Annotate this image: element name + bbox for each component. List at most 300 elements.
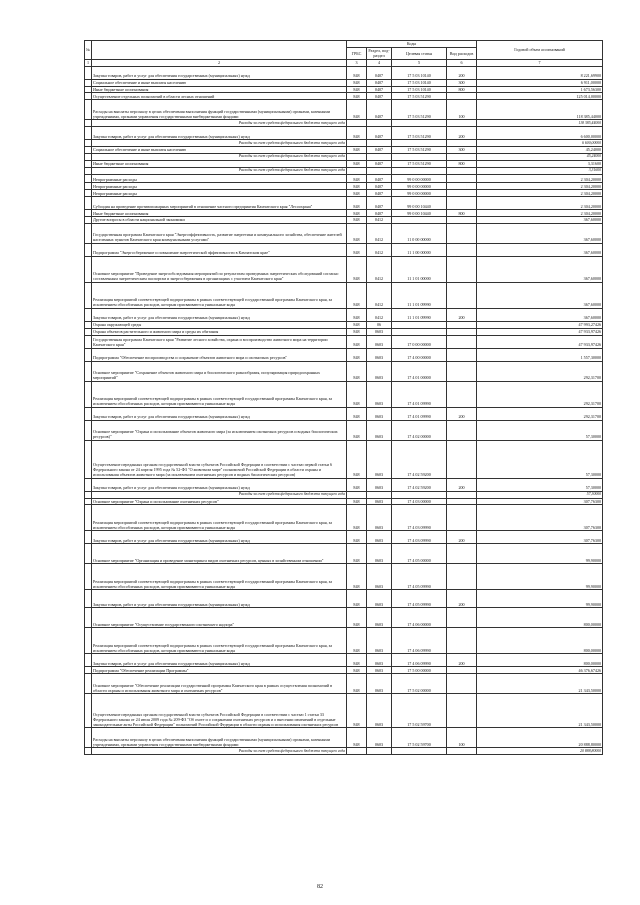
- cell-amount: 20 888,80000: [477, 728, 603, 748]
- cell-amount: 20 888,80000: [477, 748, 603, 755]
- cell-type: [447, 335, 477, 348]
- cell-amount: 367,60000: [477, 256, 603, 282]
- cell-type: 200: [447, 478, 477, 491]
- cell-grbs: [347, 153, 367, 160]
- table-row: [85, 748, 603, 755]
- cell-index: [85, 66, 92, 79]
- cell-section: 0407: [367, 66, 392, 79]
- header-type: Вид расходов: [447, 47, 477, 59]
- cell-section: 0412: [367, 308, 392, 321]
- cell-amount: 57,30000: [477, 478, 603, 491]
- cell-index: [85, 674, 92, 694]
- cell-type: [447, 420, 477, 440]
- cell-amount: 21 343,50000: [477, 674, 603, 694]
- cell-type: [447, 153, 477, 160]
- cell-section: [367, 120, 392, 127]
- cell-name: Осуществление отдельных полномочий в области лесных отношений: [92, 93, 347, 100]
- cell-section: 0407: [367, 190, 392, 197]
- cell-amount: 99,90000: [477, 564, 603, 590]
- cell-grbs: 848: [347, 420, 367, 440]
- cell-target: 99 0 00 00000: [392, 190, 447, 197]
- cell-target: 99 0 00 10440: [392, 210, 447, 217]
- cell-grbs: 848: [347, 654, 367, 667]
- cell-name: Непрограммные расходы: [92, 190, 347, 197]
- cell-target: 11 1 01 09990: [392, 282, 447, 308]
- cell-amount: 3,31600: [477, 160, 603, 167]
- table-row: [85, 505, 603, 531]
- cell-name: Государственная программа Камчатского края "Энергоэффективность, развитие энергетики и коммунального хозяйства, обеспечение жителей населенных пунктов Камчатского края коммунальными услугами": [92, 223, 347, 243]
- cell-section: 0603: [367, 348, 392, 361]
- cell-name: Расходы на выплаты персоналу в целях обеспечения выполнения функций государственными (муниципальными) органами, казенными учреждениями, органами управления государственными внебюджетными фондами: [92, 100, 347, 120]
- cell-type: 200: [447, 654, 477, 667]
- cell-name: Непрограммные расходы: [92, 183, 347, 190]
- cell-target: 11 0 00 00000: [392, 223, 447, 243]
- cell-index: [85, 147, 92, 154]
- cell-type: [447, 190, 477, 197]
- cell-type: 200: [447, 127, 477, 140]
- cell-section: 0412: [367, 217, 392, 224]
- cell-name: Реализация мероприятий соответствующей подпрограммы в рамках соответствующей государственной программы Камчатского края, за исключением обособленных расходов, которым присваиваются уникальные коды: [92, 282, 347, 308]
- cell-type: [447, 140, 477, 147]
- cell-target: 17 4 01 09990: [392, 381, 447, 407]
- cell-target: 17 4 03 00000: [392, 498, 447, 505]
- table-row: [85, 210, 603, 217]
- cell-name: Осуществление переданных органам государственной власти субъектов Российской Федерации в соответствии с частью 1 статьи 33 Федерального закона от 24 июля 2009 года № 209-ФЗ "Об охоте и о сохранении охотничьих ресурсов и о внесении изменений в отдельные законодательные акты Российской Федерации" полномочий Российской Федерации в области охраны и использования охотничьих ресурсов: [92, 694, 347, 728]
- cell-grbs: 848: [347, 478, 367, 491]
- cell-amount: 2 304,20000: [477, 210, 603, 217]
- cell-grbs: [347, 491, 367, 498]
- cell-amount: 6 911,00000: [477, 79, 603, 86]
- table-row: [85, 728, 603, 748]
- cell-amount: 8 221,69900: [477, 66, 603, 79]
- cell-name: Подпрограмма "Энергосбережение и повышение энергетической эффективности в Камчатском крае": [92, 243, 347, 256]
- cell-target: 17 5 00 00000: [392, 667, 447, 674]
- cell-index: [85, 420, 92, 440]
- cell-name: Расходы за счет средств федерального бюджета текущего года: [92, 120, 347, 127]
- cell-type: 800: [447, 210, 477, 217]
- cell-index: [85, 223, 92, 243]
- cell-index: [85, 654, 92, 667]
- cell-name: Закупка товаров, работ и услуг для обеспечения государственных (муниципальных) нужд: [92, 308, 347, 321]
- cell-grbs: 848: [347, 608, 367, 628]
- cell-type: 300: [447, 79, 477, 86]
- cell-section: 0407: [367, 86, 392, 93]
- cell-grbs: [347, 167, 367, 174]
- cell-target: 17 4 02 59200: [392, 478, 447, 491]
- cell-index: [85, 321, 92, 328]
- table-row: [85, 667, 603, 674]
- header-index: 1: [85, 59, 92, 66]
- cell-type: [447, 667, 477, 674]
- cell-amount: 118 385,44000: [477, 120, 603, 127]
- cell-name: Закупка товаров, работ и услуг для обеспечения государственных (муниципальных) нужд: [92, 66, 347, 79]
- cell-target: 17 5 02 00000: [392, 674, 447, 694]
- cell-type: [447, 174, 477, 183]
- table-row: [85, 79, 603, 86]
- cell-section: [367, 491, 392, 498]
- cell-type: [447, 256, 477, 282]
- cell-name: Осуществление переданных органам государственной власти субъектов Российской Федерации в соответствии с частью первой статьи 6 Федерального закона от 24 апреля 1995 года № 52-ФЗ "О животном мире" полномочий Российской Федерации в области охраны и использования объектов животного мира (за исключением охотничьих ресурсов и водных биологических ресурсов): [92, 440, 347, 478]
- cell-section: 0603: [367, 440, 392, 478]
- cell-type: [447, 361, 477, 381]
- cell-section: [367, 748, 392, 755]
- table-row: [85, 564, 603, 590]
- cell-type: [447, 120, 477, 127]
- header-index: 5: [392, 59, 447, 66]
- cell-amount: 57,30000: [477, 440, 603, 478]
- table-row: [85, 66, 603, 79]
- cell-type: [447, 197, 477, 210]
- cell-name: Реализация мероприятий соответствующей подпрограммы в рамках соответствующей государственной программы Камчатского края, за исключением обособленных расходов, которым присваиваются уникальные коды: [92, 564, 347, 590]
- cell-target: 17 5 03 51290: [392, 147, 447, 154]
- cell-amount: 1 557,30000: [477, 348, 603, 361]
- cell-name: Основное мероприятие "Охрана и использование объектов животного мира (за исключением охотничьих ресурсов и водных биологических ресурсов)": [92, 420, 347, 440]
- cell-target: 17 5 03 10140: [392, 86, 447, 93]
- cell-section: 0603: [367, 478, 392, 491]
- cell-grbs: 848: [347, 86, 367, 93]
- cell-index: [85, 282, 92, 308]
- cell-index: [85, 498, 92, 505]
- cell-type: [447, 491, 477, 498]
- table-row: [85, 544, 603, 564]
- cell-index: [85, 478, 92, 491]
- cell-target: 17 4 06 09990: [392, 628, 447, 654]
- cell-type: [447, 608, 477, 628]
- cell-target: [392, 167, 447, 174]
- cell-index: [85, 407, 92, 420]
- cell-amount: 6 600,00000: [477, 140, 603, 147]
- cell-grbs: 848: [347, 590, 367, 608]
- table-row: [85, 654, 603, 667]
- table-body: [85, 66, 603, 754]
- cell-name: Расходы на выплаты персоналу в целях обеспечения выполнения функций государственными (муниципальными) органами, казенными учреждениями, органами управления государственными внебюджетными фондами: [92, 728, 347, 748]
- cell-type: 200: [447, 531, 477, 544]
- cell-grbs: 848: [347, 223, 367, 243]
- cell-index: [85, 491, 92, 498]
- table-row: [85, 100, 603, 120]
- cell-type: 800: [447, 160, 477, 167]
- cell-grbs: 848: [347, 100, 367, 120]
- cell-name: Иные бюджетные ассигнования: [92, 160, 347, 167]
- cell-section: 0603: [367, 531, 392, 544]
- cell-target: [392, 140, 447, 147]
- table-row: [85, 348, 603, 361]
- cell-amount: 800,00000: [477, 654, 603, 667]
- cell-amount: 367,60000: [477, 217, 603, 224]
- cell-index: [85, 308, 92, 321]
- table-row: [85, 491, 603, 498]
- cell-section: 0407: [367, 183, 392, 190]
- cell-target: 17 5 03 51290: [392, 160, 447, 167]
- cell-section: 0407: [367, 160, 392, 167]
- cell-target: 17 4 03 09990: [392, 531, 447, 544]
- cell-target: 17 4 01 00000: [392, 361, 447, 381]
- cell-name: Закупка товаров, работ и услуг для обеспечения государственных (муниципальных) нужд: [92, 654, 347, 667]
- cell-grbs: 848: [347, 728, 367, 748]
- cell-section: 0603: [367, 407, 392, 420]
- cell-type: [447, 748, 477, 755]
- budget-table: [84, 40, 603, 755]
- table-row: [85, 498, 603, 505]
- cell-index: [85, 348, 92, 361]
- cell-grbs: 848: [347, 183, 367, 190]
- cell-name: Субсидия на проведение противопожарных мероприятий в отношение частного предприятия Камчатского края "Лесоохрана": [92, 197, 347, 210]
- cell-index: [85, 667, 92, 674]
- table-row: [85, 628, 603, 654]
- cell-target: 17 4 02 59200: [392, 440, 447, 478]
- table-row: [85, 127, 603, 140]
- cell-index: [85, 531, 92, 544]
- cell-index: [85, 544, 92, 564]
- table-row: [85, 478, 603, 491]
- cell-amount: 125 014,00000: [477, 93, 603, 100]
- cell-name: Иные бюджетные ассигнования: [92, 210, 347, 217]
- cell-index: [85, 440, 92, 478]
- cell-target: 17 5 03 10140: [392, 66, 447, 79]
- header-section: Раздел, под- раздел: [368, 48, 390, 59]
- cell-type: [447, 243, 477, 256]
- cell-grbs: [347, 748, 367, 755]
- table-row: [85, 120, 603, 127]
- table-row: [85, 86, 603, 93]
- cell-name: Расходы за счет средств федерального бюджета текущего года: [92, 748, 347, 755]
- table-row: [85, 308, 603, 321]
- cell-type: 100: [447, 728, 477, 748]
- cell-section: 06: [367, 321, 392, 328]
- cell-section: 0603: [367, 654, 392, 667]
- cell-name: Другие вопросы в области национальной экономики: [92, 217, 347, 224]
- cell-type: [447, 381, 477, 407]
- cell-amount: 21 343,50000: [477, 694, 603, 728]
- cell-grbs: 848: [347, 381, 367, 407]
- cell-target: 17 4 06 00000: [392, 608, 447, 628]
- table-row: [85, 440, 603, 478]
- cell-type: [447, 564, 477, 590]
- cell-grbs: [347, 120, 367, 127]
- cell-grbs: 848: [347, 217, 367, 224]
- cell-target: 17 4 05 09990: [392, 564, 447, 590]
- cell-index: [85, 505, 92, 531]
- cell-amount: 47 993,27426: [477, 321, 603, 328]
- cell-type: [447, 223, 477, 243]
- cell-name: Иные бюджетные ассигнования: [92, 86, 347, 93]
- cell-type: [447, 328, 477, 335]
- table-row: [85, 531, 603, 544]
- cell-type: 100: [447, 100, 477, 120]
- header-codes: Коды: [347, 41, 477, 48]
- cell-amount: 800,00000: [477, 608, 603, 628]
- header-index: 7: [477, 59, 603, 66]
- cell-section: 0603: [367, 694, 392, 728]
- cell-amount: 6 600,00000: [477, 127, 603, 140]
- cell-type: [447, 498, 477, 505]
- header-number: №: [85, 41, 92, 60]
- cell-grbs: 848: [347, 256, 367, 282]
- cell-index: [85, 361, 92, 381]
- cell-target: 17 4 05 00000: [392, 544, 447, 564]
- cell-grbs: 848: [347, 505, 367, 531]
- cell-name: Социальное обеспечение и иные выплаты населению: [92, 147, 347, 154]
- cell-type: [447, 694, 477, 728]
- cell-name: Закупка товаров, работ и услуг для обеспечения государственных (муниципальных) нужд: [92, 407, 347, 420]
- cell-target: 11 1 01 00000: [392, 256, 447, 282]
- cell-section: 0603: [367, 361, 392, 381]
- cell-amount: 292,31700: [477, 361, 603, 381]
- cell-grbs: 848: [347, 93, 367, 100]
- table-row: [85, 153, 603, 160]
- cell-target: 17 5 03 51290: [392, 127, 447, 140]
- cell-index: [85, 328, 92, 335]
- cell-index: [85, 628, 92, 654]
- cell-target: [392, 328, 447, 335]
- cell-section: 0603: [367, 590, 392, 608]
- cell-grbs: 848: [347, 66, 367, 79]
- cell-section: [367, 140, 392, 147]
- table-row: [85, 590, 603, 608]
- cell-target: [392, 153, 447, 160]
- cell-grbs: 848: [347, 127, 367, 140]
- cell-section: 0603: [367, 608, 392, 628]
- cell-type: [447, 167, 477, 174]
- cell-amount: 1 673,56300: [477, 86, 603, 93]
- cell-name: Реализация мероприятий соответствующей подпрограммы в рамках соответствующей государственной программы Камчатского края, за исключением обособленных расходов, которым присваиваются уникальные коды: [92, 381, 347, 407]
- cell-amount: 292,31700: [477, 407, 603, 420]
- header-index: 6: [447, 59, 477, 66]
- cell-section: 0603: [367, 335, 392, 348]
- cell-index: [85, 217, 92, 224]
- cell-index: [85, 120, 92, 127]
- cell-name: Охрана окружающей среды: [92, 321, 347, 328]
- cell-grbs: 848: [347, 335, 367, 348]
- cell-type: 300: [447, 147, 477, 154]
- cell-target: 99 0 00 10440: [392, 197, 447, 210]
- table-row: [85, 694, 603, 728]
- table-row: [85, 608, 603, 628]
- cell-name: Расходы за счет средств федерального бюджета текущего года: [92, 140, 347, 147]
- cell-name: Охрана объектов растительного и животного мира и среды их обитания: [92, 328, 347, 335]
- cell-grbs: 848: [347, 544, 367, 564]
- table-row: [85, 256, 603, 282]
- cell-name: Закупка товаров, работ и услуг для обеспечения государственных (муниципальных) нужд: [92, 127, 347, 140]
- header-name-blank: [92, 41, 347, 60]
- cell-index: [85, 183, 92, 190]
- cell-index: [85, 79, 92, 86]
- cell-index: [85, 590, 92, 608]
- cell-name: Основное мероприятие "Обеспечение реализации государственной программы Камчатского края в рамках осуществления полномочий в области охраны и использования животного мира и охотничьих ресурсов": [92, 674, 347, 694]
- cell-grbs: 848: [347, 407, 367, 420]
- cell-amount: 3,31600: [477, 167, 603, 174]
- cell-name: Непрограммные расходы: [92, 174, 347, 183]
- cell-name: Основное мероприятие "Охрана и использование охотничьих ресурсов": [92, 498, 347, 505]
- cell-index: [85, 93, 92, 100]
- cell-index: [85, 197, 92, 210]
- cell-index: [85, 243, 92, 256]
- cell-grbs: 848: [347, 160, 367, 167]
- cell-target: 99 0 00 00000: [392, 183, 447, 190]
- cell-section: 0412: [367, 282, 392, 308]
- cell-target: [392, 120, 447, 127]
- cell-amount: 45,24000: [477, 153, 603, 160]
- table-row: [85, 147, 603, 154]
- cell-name: Реализация мероприятий соответствующей подпрограммы в рамках соответствующей государственной программы Камчатского края, за исключением обособленных расходов, которым присваиваются уникальные коды: [92, 628, 347, 654]
- cell-target: 17 4 01 09990: [392, 407, 447, 420]
- cell-section: 0407: [367, 100, 392, 120]
- cell-target: 17 4 03 09990: [392, 505, 447, 531]
- cell-grbs: 848: [347, 674, 367, 694]
- cell-target: 17 5 03 51290: [392, 93, 447, 100]
- cell-amount: 2 304,20000: [477, 174, 603, 183]
- table-row: [85, 381, 603, 407]
- cell-target: 17 5 02 59700: [392, 728, 447, 748]
- cell-section: 0603: [367, 544, 392, 564]
- cell-grbs: 848: [347, 210, 367, 217]
- table-row: [85, 361, 603, 381]
- cell-name: Основное мероприятие "Сохранение объектов животного мира и биологического разнообразия, популяризация природоохранных мероприятий": [92, 361, 347, 381]
- cell-name: Расходы за счет средств федерального бюджета текущего года: [92, 153, 347, 160]
- cell-name: Социальное обеспечение и иные выплаты населению: [92, 79, 347, 86]
- table-row: [85, 335, 603, 348]
- cell-grbs: 848: [347, 190, 367, 197]
- cell-section: 0412: [367, 243, 392, 256]
- cell-grbs: 848: [347, 628, 367, 654]
- cell-section: 0603: [367, 420, 392, 440]
- cell-name: Расходы за счет средств федерального бюджета текущего года: [92, 491, 347, 498]
- cell-name: Основное мероприятие "Осуществление государственного охотничьего надзора": [92, 608, 347, 628]
- cell-index: [85, 728, 92, 748]
- cell-index: [85, 153, 92, 160]
- cell-amount: 800,00000: [477, 628, 603, 654]
- table-row: [85, 93, 603, 100]
- cell-section: [367, 167, 392, 174]
- cell-amount: 367,60000: [477, 282, 603, 308]
- cell-index: [85, 167, 92, 174]
- table-row: [85, 243, 603, 256]
- cell-amount: 367,60000: [477, 243, 603, 256]
- table-row: [85, 197, 603, 210]
- cell-type: [447, 505, 477, 531]
- cell-amount: 47 933,97426: [477, 328, 603, 335]
- cell-section: 0407: [367, 197, 392, 210]
- table-row: [85, 420, 603, 440]
- cell-name: Закупка товаров, работ и услуг для обеспечения государственных (муниципальных) нужд: [92, 478, 347, 491]
- cell-target: 11 1 01 09990: [392, 308, 447, 321]
- cell-index: [85, 127, 92, 140]
- cell-target: [392, 321, 447, 328]
- cell-index: [85, 160, 92, 167]
- header-amount: Годовой объем ассигнований: [477, 41, 603, 60]
- cell-grbs: 848: [347, 440, 367, 478]
- cell-grbs: 848: [347, 147, 367, 154]
- cell-amount: 2 304,20000: [477, 183, 603, 190]
- cell-grbs: 848: [347, 321, 367, 328]
- table-row: [85, 328, 603, 335]
- cell-grbs: [347, 140, 367, 147]
- cell-index: [85, 210, 92, 217]
- table-row: [85, 160, 603, 167]
- cell-amount: 57,30000: [477, 491, 603, 498]
- cell-grbs: 848: [347, 282, 367, 308]
- cell-grbs: 848: [347, 361, 367, 381]
- cell-target: 17 5 02 59700: [392, 694, 447, 728]
- budget-sheet: [84, 40, 602, 755]
- cell-type: 200: [447, 590, 477, 608]
- cell-grbs: 848: [347, 328, 367, 335]
- cell-target: [392, 217, 447, 224]
- cell-type: [447, 348, 477, 361]
- cell-section: 0603: [367, 498, 392, 505]
- cell-index: [85, 564, 92, 590]
- cell-target: 17 4 00 00000: [392, 348, 447, 361]
